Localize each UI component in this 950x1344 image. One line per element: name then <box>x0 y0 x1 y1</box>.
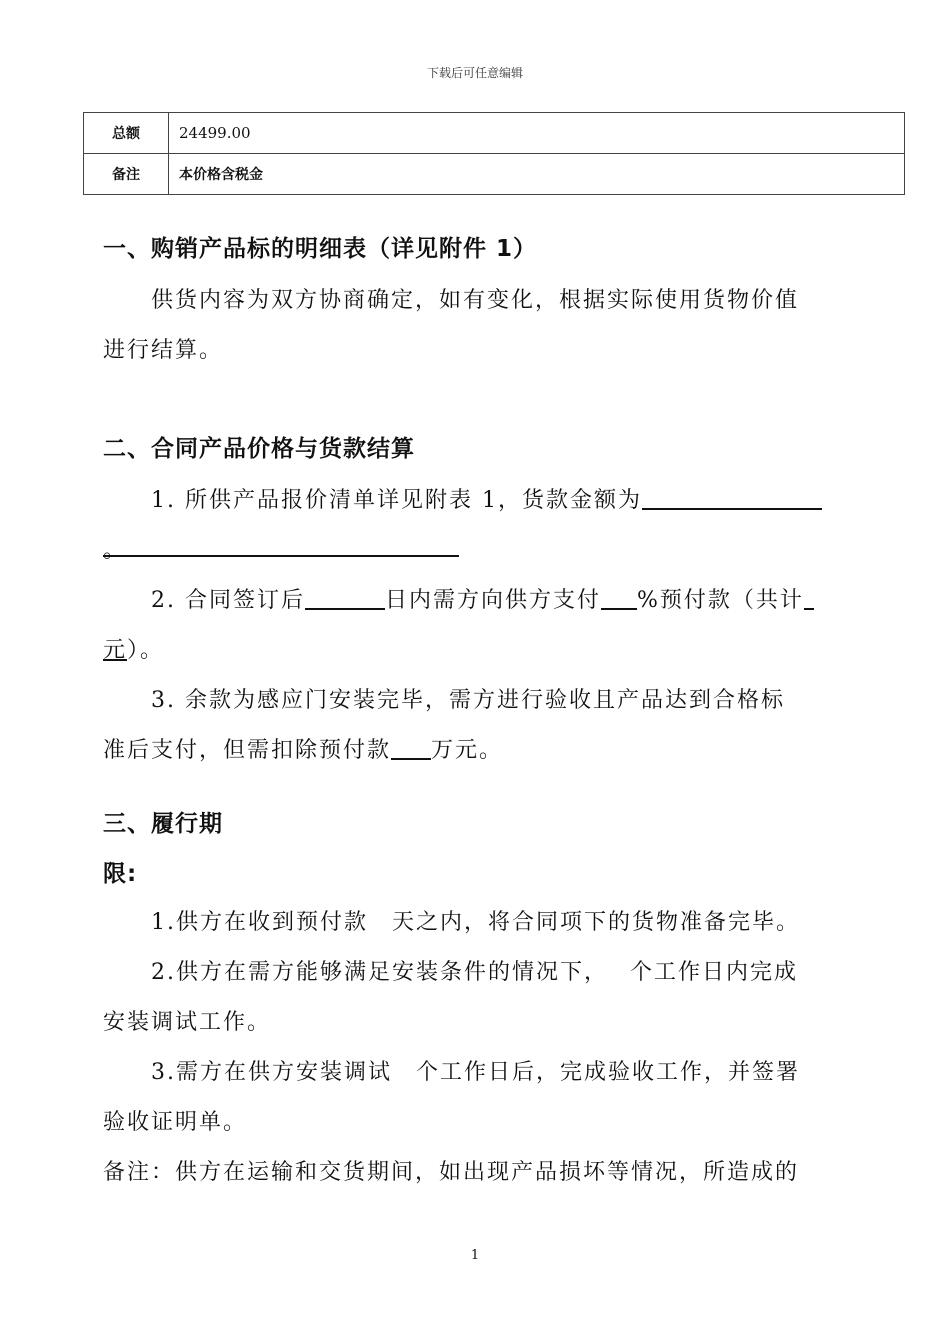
section2-item3: 3. 余款为感应门安装完毕，需方进行验收且产品达到合格标 <box>151 688 785 713</box>
total-blank <box>804 586 814 610</box>
remark-value: 本价格含税金 <box>169 154 905 195</box>
item3-a: 准后支付，但需扣除预付款 <box>103 738 392 763</box>
section2-item2 <box>103 583 896 614</box>
page-header: 下载后可任意编辑 <box>426 66 523 80</box>
amount-blank <box>642 486 822 510</box>
percent-blank <box>601 586 637 610</box>
item2-d: 元 <box>103 638 128 663</box>
section1-line2: 进行结算。 <box>103 338 224 363</box>
total-label: 总额 <box>84 113 169 154</box>
section3-title: 三、履行期 <box>103 811 223 837</box>
item2-c: %预付款（共计 <box>637 588 804 613</box>
section3-note: 备注：供方在运输和交货期间，如出现产品损坏等情况，所造成的 <box>103 1160 800 1185</box>
remark-label: 备注 <box>84 154 169 195</box>
section3-item2: 2.供方在需方能够满足安装条件的情况下， 个工作日内完成 <box>151 960 798 985</box>
total-value: 24499.00 <box>169 113 905 154</box>
section3-item3: 3.需方在供方安装调试 个工作日后，完成验收工作，并签署 <box>151 1060 800 1085</box>
amount-blank-cont <box>103 533 459 563</box>
table-row <box>84 113 905 154</box>
section2-item1 <box>103 483 896 514</box>
section2-item3-cont <box>103 733 848 764</box>
section3-item1: 1.供方在收到预付款 天之内，将合同项下的货物准备完毕。 <box>151 910 800 935</box>
item1-end: 。 <box>103 538 128 563</box>
section2-title: 二、合同产品价格与货款结算 <box>103 436 415 462</box>
item1-text: 1. 所供产品报价清单详见附表 1，货款金额为 <box>151 488 642 513</box>
item2-e: ）。 <box>127 638 165 663</box>
section1-line1: 供货内容为双方协商确定，如有变化，根据实际使用货物价值 <box>151 288 800 313</box>
deduct-blank <box>391 736 431 760</box>
section3-title-cont: 限: <box>103 861 138 887</box>
section1-title: 一、购销产品标的明细表（详见附件 1） <box>103 236 538 262</box>
days-blank <box>305 586 385 610</box>
section3-item2-cont: 安装调试工作。 <box>103 1010 272 1035</box>
section3-item3-cont: 验收证明单。 <box>103 1110 248 1135</box>
summary-table <box>83 112 905 195</box>
table-row <box>84 154 905 195</box>
item3-b: 万元。 <box>431 738 504 763</box>
item2-a: 2. 合同签订后 <box>151 588 305 613</box>
section2-item2-cont <box>103 633 848 664</box>
page-number: 1 <box>470 1248 480 1263</box>
item2-b: 日内需方向供方支付 <box>384 588 601 613</box>
section2-item1-cont <box>103 533 848 563</box>
